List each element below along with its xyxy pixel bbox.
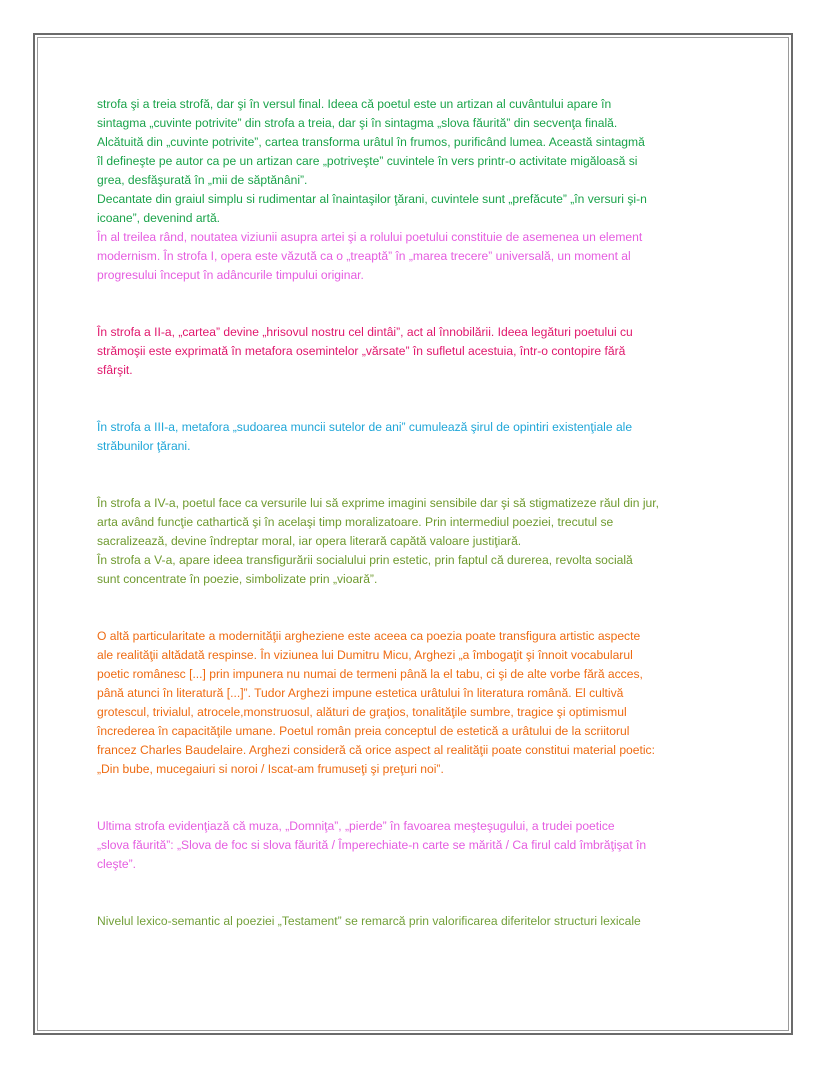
paragraph-estetica-uratului (97, 627, 737, 779)
text-line: „slova făurită”: „Slova de foc si slova făurită / Împerechiate-n carte se mărită / Ca firul cald îmbrăţişat în (97, 838, 647, 852)
text-line: icoane”, devenind artă. (97, 211, 221, 225)
text-line: progresului început în adâncurile timpului originar. (97, 268, 364, 282)
text-line: poetic românesc [...] prin impunera nu numai de termeni până la el tabu, ci şi de alte vorbe fără acces, (97, 667, 643, 681)
text-line: Ultima strofa evidenţiază că muza, „Domniţa”, „pierde” în favoarea meşteşugului, a trudei poetice (97, 819, 615, 833)
text-line: strofa şi a treia strofă, dar şi în versul final. Ideea că poetul este un artizan al cuvântului apare în (97, 97, 612, 111)
text-line: sacralizează, devine îndreptar moral, iar opera literară capătă valoare justiţiară. (97, 534, 522, 548)
paragraph-gap (97, 304, 737, 323)
text-line: În strofa a III-a, metafora „sudoarea muncii sutelor de ani” cumulează şirul de opintiri existenţiale ale (97, 420, 633, 434)
text-line: îl defineşte pe autor ca pe un artizan care „potriveşte” cuvintele în vers printr-o activitate migăloasă si (97, 154, 638, 168)
text-line: Nivelul lexico-semantic al poeziei „Testament” se remarcă prin valorificarea diferitelor structuri lexicale (97, 914, 641, 928)
paragraph-artizan (97, 95, 737, 228)
paragraph-gap (97, 285, 737, 304)
text-line: până atunci în literatură [...]”. Tudor Arghezi impune estetica urâtului în literatura română. El cultivă (97, 686, 624, 700)
paragraph-gap (97, 589, 737, 608)
document-body (97, 95, 737, 931)
text-line: grea, desfăşurată în „mii de săptănâni”. (97, 173, 308, 187)
text-line: ale realităţii altădată respinse. În viziunea lui Dumitru Micu, Arghezi „a îmbogaţit şi înnoit vocabularul (97, 648, 633, 662)
paragraph-gap (97, 798, 737, 817)
text-line: sintagma „cuvinte potrivite” din strofa a treia, dar şi în sintagma „slova făurită” din secvenţa finală. (97, 116, 618, 130)
text-line: sfârşit. (97, 363, 133, 377)
text-line: În strofa a V-a, apare ideea transfigurării socialului prin estetic, prin faptul că durerea, revolta socială (97, 553, 633, 567)
text-line: Decantate din graiul simplu si rudimentar al înaintaşilor ţărani, cuvintele sunt „prefăcute” „în versuri şi-n (97, 192, 647, 206)
text-line: grotescul, trivialul, atrocele,monstruosul, alături de graţios, tonalităţile sumbre, tragice şi optimismul (97, 705, 627, 719)
text-line: francez Charles Baudelaire. Arghezi consideră că orice aspect al realităţii poate constitui material poetic: (97, 743, 655, 757)
text-line: arta având funcţie cathartică şi în acelaşi timp moralizatoare. Prin intermediul poeziei, trecutul se (97, 515, 614, 529)
paragraph-gap (97, 779, 737, 798)
text-line: În al treilea rând, noutatea viziunii asupra artei şi a rolului poetului constituie de asemenea un element (97, 230, 643, 244)
paragraph-lexico-semantic (97, 912, 737, 931)
text-line: O altă particularitate a modernităţii argheziene este aceea ca poezia poate transfigura artistic aspecte (97, 629, 641, 643)
text-line: „Din bube, mucegaiuri si noroi / Iscat-am frumuseţi şi preţuri noi”. (97, 762, 444, 776)
paragraph-strofa-3 (97, 418, 737, 456)
text-line: încrederea în capacităţile umane. Poetul român preia conceptul de estetică a urâtului de la scriitorul (97, 724, 630, 738)
paragraph-gap (97, 608, 737, 627)
text-line: modernism. În strofa I, opera este văzută ca o „treaptă” în „marea trecere” universală, un moment al (97, 249, 631, 263)
paragraph-noutatea (97, 228, 737, 285)
text-line: cleşte”. (97, 857, 136, 871)
paragraph-gap (97, 475, 737, 494)
paragraph-strofa-2 (97, 323, 737, 380)
text-line: sunt concentrate în poezie, simbolizate prin „vioară”. (97, 572, 378, 586)
paragraph-strofa-4-5 (97, 494, 737, 589)
text-line: Alcătuită din „cuvinte potrivite”, cartea transforma urâtul în frumos, purificând lumea. Această sintagmă (97, 135, 645, 149)
text-line: strămoşii este exprimată în metafora osemintelor „vărsate” în sufletul acestuia, într-o contopire fără (97, 344, 626, 358)
text-line: În strofa a II-a, „cartea” devine „hrisovul nostru cel dintâi”, act al înnobilării. Ideea legături poetului cu (97, 325, 633, 339)
paragraph-gap (97, 380, 737, 399)
text-line: În strofa a IV-a, poetul face ca versurile lui să exprime imagini sensibile dar şi să stigmatizeze răul din jur, (97, 496, 659, 510)
paragraph-gap (97, 456, 737, 475)
paragraph-ultima-strofa (97, 817, 737, 874)
paragraph-gap (97, 893, 737, 912)
paragraph-gap (97, 399, 737, 418)
paragraph-gap (97, 874, 737, 893)
text-line: străbunilor ţărani. (97, 439, 191, 453)
